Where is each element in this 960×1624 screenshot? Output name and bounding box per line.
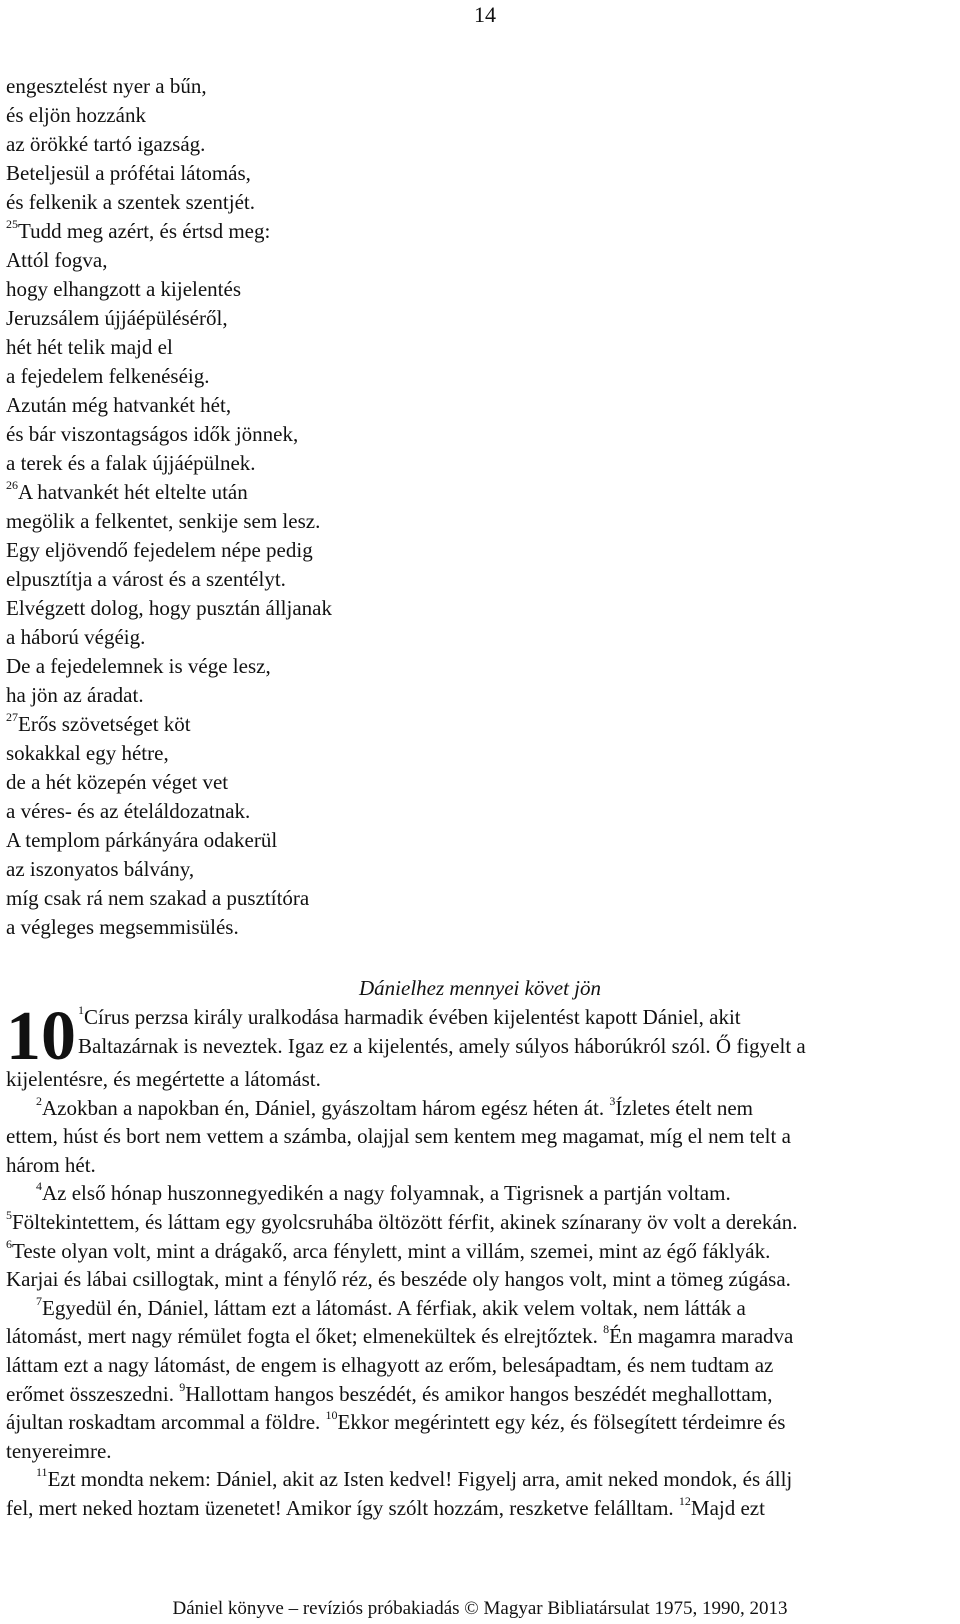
poem-line (6, 884, 436, 913)
verse-number: 3 (609, 1093, 616, 1108)
poem-text: de a hét közepén véget vet (6, 770, 229, 794)
verse-number: 10 (325, 1408, 338, 1423)
poem-line (6, 217, 436, 246)
text: Círus perzsa király uralkodása harmadik évében kijelentést kapott Dániel, akit (84, 1005, 741, 1029)
poem-text: a véres- és az ételáldozatnak. (6, 799, 251, 823)
poem-line (6, 130, 436, 159)
poem-text: a terek és a falak újjáépülnek. (6, 451, 256, 475)
verse-number: 9 (179, 1379, 186, 1394)
text: Ekkor megérintett egy kéz, és fölsegített térdeimre és (337, 1410, 786, 1435)
text: Az első hónap huszonnegyedikén a nagy folyamnak, a Tigrisnek a partján voltam. (42, 1181, 731, 1206)
verse-number: 12 (678, 1493, 691, 1508)
text: fel, mert neked hoztam üzenetet! Amikor így szólt hozzám, reszketve felálltam. (6, 1495, 679, 1520)
text-line: Karjai és lábai csillogtak, mint a fénylő réz, és beszéde oly hangos volt, mint a tömeg zúgása. (6, 1267, 791, 1292)
verse-number: 25 (6, 217, 18, 231)
poem-text: és bár viszontagságos idők jönnek, (6, 422, 299, 446)
poem-line (6, 913, 436, 942)
page-footer: Dániel könyve – revíziós próbakiadás © Magyar Bibliatársulat 1975, 1990, 2013 (172, 1598, 788, 1619)
poem-line (6, 739, 436, 768)
text-line (6, 1380, 926, 1409)
text-line (6, 1208, 926, 1237)
poem-text: sokakkal egy hétre, (6, 741, 169, 765)
text-line (6, 1179, 926, 1208)
poem-line (6, 536, 436, 565)
poem-line (6, 681, 436, 710)
poem-line (6, 565, 436, 594)
poem-text: a háború végéig. (6, 625, 146, 649)
poem-line (6, 449, 436, 478)
text-line: láttam ezt a nagy látomást, de engem is elhagyott az erőm, belesápadtam, és nem tudtam az (6, 1352, 774, 1377)
poem-line (6, 652, 436, 681)
verse-number: 27 (6, 710, 18, 724)
poem-text: és eljön hozzánk (6, 103, 146, 127)
poem-line (6, 333, 436, 362)
text: Egyedül én, Dániel, láttam ezt a látomást. A férfiak, akik velem voltak, nem látták a (42, 1295, 746, 1320)
poem-text: engesztelést nyer a bűn, (6, 74, 207, 98)
poem-line (6, 391, 436, 420)
poem-text: Erős szövetséget köt (18, 712, 191, 736)
poem-text: Egy eljövendő fejedelem népe pedig (6, 538, 313, 562)
poem-text: De a fejedelemnek is vége lesz, (6, 654, 271, 678)
poem-text: hogy elhangzott a kijelentés (6, 277, 242, 301)
poem-text: Tudd meg azért, és értsd meg: (18, 219, 271, 243)
poem-text: megölik a felkentet, senkije sem lesz. (6, 509, 321, 533)
poem-line (6, 826, 436, 855)
poem-line (6, 710, 436, 739)
poem-line (6, 768, 436, 797)
text: Azokban a napokban én, Dániel, gyászoltam három egész héten át. (42, 1095, 610, 1120)
paragraph-verse-11 (6, 1465, 926, 1522)
poem-text: Attól fogva, (6, 248, 108, 272)
section-heading: Dánielhez mennyei követ jön (359, 976, 601, 1000)
poem-text: a fejedelem felkenéséig. (6, 364, 210, 388)
poem-text: Jeruzsálem újjáépüléséről, (6, 306, 228, 330)
poem-line (6, 362, 436, 391)
poem-line (6, 420, 436, 449)
text-line: kijelentésre, és megértette a látomást. (6, 1067, 321, 1091)
text-line (6, 1408, 926, 1437)
text-line (6, 1465, 926, 1494)
text-line (6, 1094, 926, 1123)
poem-text: míg csak rá nem szakad a pusztítóra (6, 886, 310, 910)
poem-line (6, 855, 436, 884)
poem-line (6, 246, 436, 275)
chapter-number: 10 (6, 998, 76, 1075)
poem-line (6, 275, 436, 304)
poem-line (6, 188, 436, 217)
poem-line (6, 159, 436, 188)
poem-text: hét hét telik majd el (6, 335, 173, 359)
paragraph-verse-7 (6, 1294, 926, 1466)
text: Teste olyan volt, mint a drágakő, arca fénylett, mint a villám, szemei, mint az égő fáklyák. (12, 1238, 771, 1263)
poem-text: A hatvankét hét eltelte után (18, 480, 248, 504)
page-number: 14 (474, 2, 496, 27)
text-line (6, 1237, 926, 1266)
verse-number: 4 (36, 1179, 42, 1194)
poem-text: elpusztítja a várost és a szentélyt. (6, 567, 286, 591)
poem-line (6, 507, 436, 536)
poem-text: az örökké tartó igazság. (6, 132, 206, 156)
verse-number: 7 (36, 1293, 42, 1308)
verse-number: 26 (6, 478, 18, 492)
text: erőmet összeszedni. (6, 1381, 180, 1406)
poem-line (6, 304, 436, 333)
poem-line (6, 594, 436, 623)
text: Hallottam hangos beszédét, és amikor hangos beszédét meghallottam, (185, 1381, 773, 1406)
prose-block (6, 998, 926, 1523)
poem-text: Azután még hatvankét hét, (6, 393, 232, 417)
verse-number: 5 (6, 1207, 12, 1222)
text: ájultan roskadtam arcommal a földre. (6, 1410, 326, 1435)
verse-number: 8 (603, 1322, 610, 1337)
poem-line (6, 72, 436, 101)
poem-text: ha jön az áradat. (6, 683, 144, 707)
text-line (6, 1294, 926, 1323)
poem-text: Elvégzett dolog, hogy pusztán álljanak (6, 596, 332, 620)
poem-text: Beteljesül a prófétai látomás, (6, 161, 251, 185)
text-line: ettem, húst és bort nem vettem a számba, olajjal sem kentem meg magamat, míg el nem telt a (6, 1124, 791, 1149)
poem-text: és felkenik a szentek szentjét. (6, 190, 255, 214)
poem-line (6, 797, 436, 826)
poem-text: A templom párkányára odakerül (6, 828, 278, 852)
verse-number: 2 (36, 1093, 42, 1108)
text: Ezt mondta nekem: Dániel, akit az Isten kedvel! Figyelj arra, amit neked mondok, és állj (47, 1467, 793, 1492)
verse-number: 1 (78, 1003, 84, 1017)
text: Ízletes ételt nem (615, 1095, 753, 1120)
text-line: Baltazárnak is neveztek. Igaz ez a kijelentés, amely súlyos háborúkról szól. Ő figyelt a (78, 1033, 806, 1058)
text-line (6, 1003, 926, 1032)
text: Én magamra maradva (609, 1324, 794, 1349)
paragraph-verse-2 (6, 1094, 926, 1180)
text: Majd ezt (690, 1495, 765, 1520)
paragraph-verse-4 (6, 1179, 926, 1293)
verse-number: 11 (36, 1465, 48, 1480)
poem-line (6, 478, 436, 507)
text-line (6, 1322, 926, 1351)
text-line: három hét. (6, 1152, 96, 1177)
text: látomást, mert nagy rémület fogta el őket; elmenekültek és elrejtőztek. (6, 1324, 604, 1349)
poem-text: a végleges megsemmisülés. (6, 915, 239, 939)
verse-number: 6 (6, 1236, 12, 1251)
poem-line (6, 101, 436, 130)
text-line (6, 1494, 926, 1523)
paragraph-verse-1 (6, 998, 926, 1094)
poem-text: az iszonyatos bálvány, (6, 857, 195, 881)
poem-block (6, 72, 436, 942)
poem-line (6, 623, 436, 652)
text: Föltekintettem, és láttam egy gyolcsruhába öltözött férfit, akinek színarany öv volt a derekán. (12, 1209, 798, 1234)
text-line: tenyereimre. (6, 1438, 112, 1463)
